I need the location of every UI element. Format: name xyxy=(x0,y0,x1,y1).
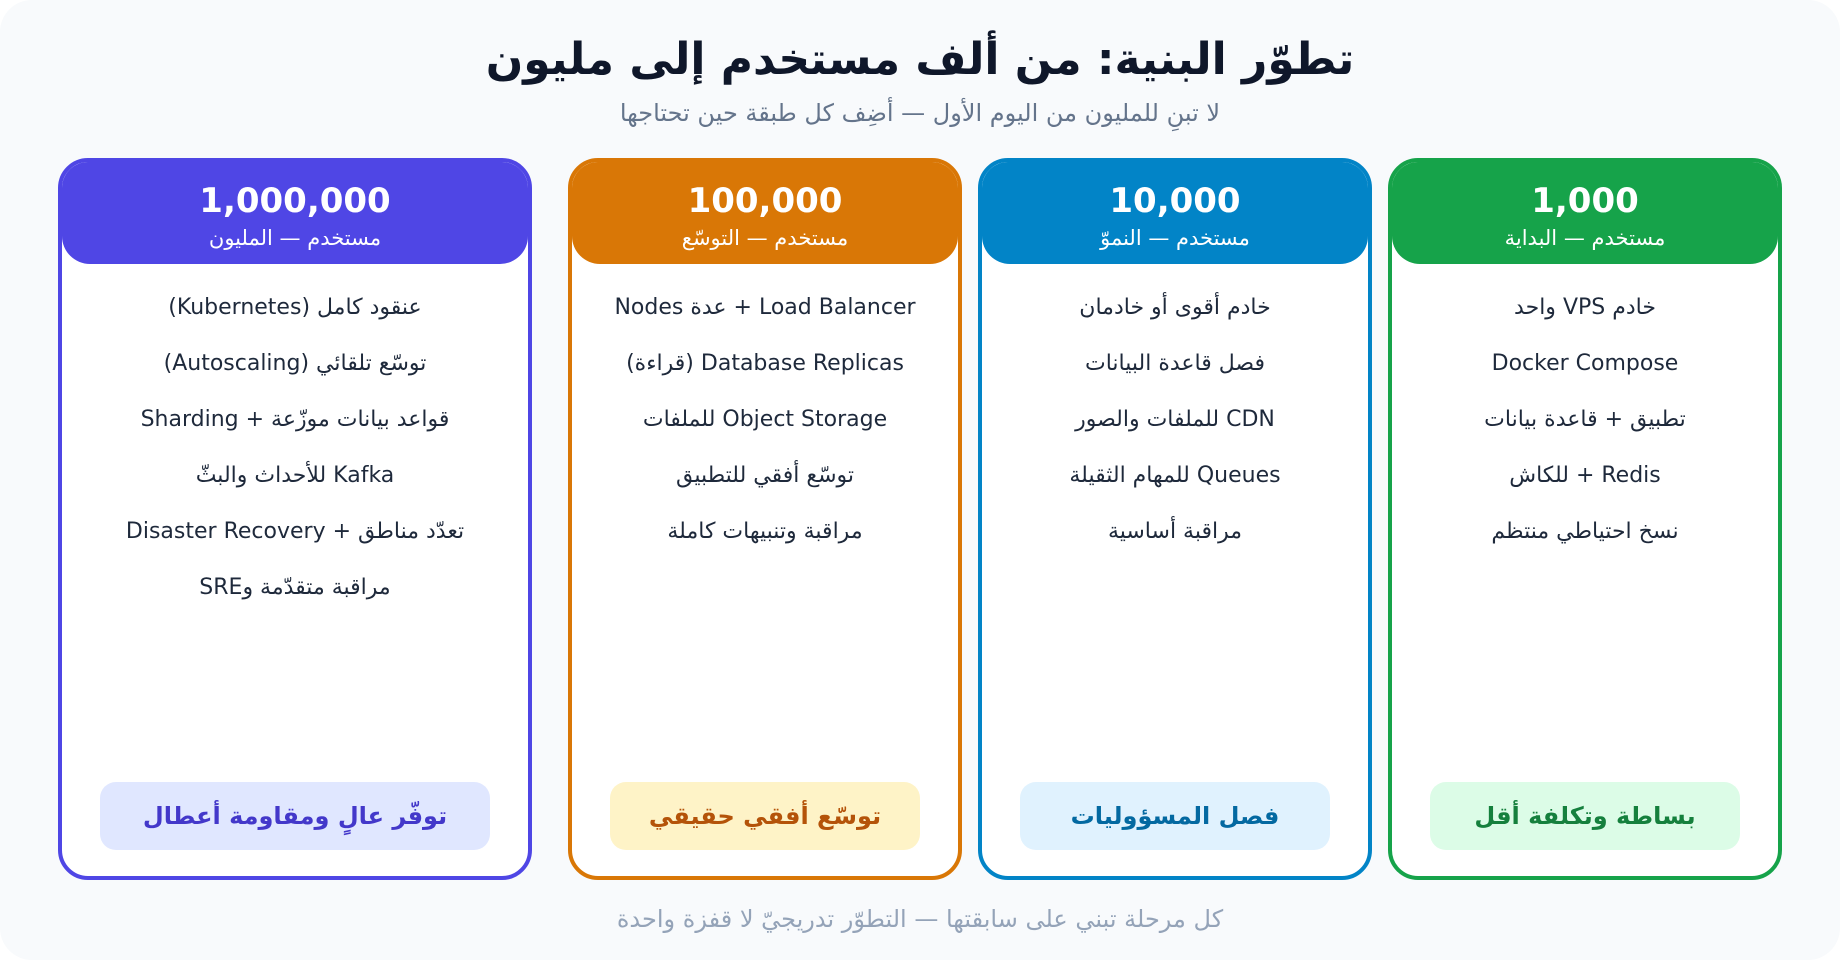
stage-item: نسخ احتياطي منتظم xyxy=(1491,519,1679,544)
stage-item: Database Replicas (قراءة) xyxy=(626,351,904,376)
stage-item: مراقبة أساسية xyxy=(1107,519,1243,544)
stage-label: مستخدم — التوسّع xyxy=(681,226,849,250)
stage-item: مراقبة متقدّمة وSRE xyxy=(199,575,391,600)
stage-item: Kafka للأحداث والبثّ xyxy=(195,463,395,488)
stage-user-count: 1,000 xyxy=(1531,181,1639,221)
diagram-footer-note: كل مرحلة تبني على سابقتها — التطوّر تدريجيّ لا قفزة واحدة xyxy=(616,905,1224,933)
stage-item: تطبيق + قاعدة بيانات xyxy=(1484,407,1686,432)
stage-header xyxy=(572,162,958,264)
stage-label: مستخدم — البداية xyxy=(1504,226,1666,250)
stage-item: فصل قاعدة البيانات xyxy=(1085,351,1265,376)
stage-label: مستخدم — المليون xyxy=(208,226,382,250)
stage-header xyxy=(982,162,1368,264)
stage-item: مراقبة وتنبيهات كاملة xyxy=(667,519,863,544)
stage-card-10000 xyxy=(978,158,1372,880)
stage-item: Object Storage للملفات xyxy=(642,407,888,432)
stage-item: توسّع أفقي للتطبيق xyxy=(675,463,854,488)
stage-item: CDN للملفات والصور xyxy=(1075,407,1275,432)
diagram-title: تطوّر البنية: من ألف مستخدم إلى مليون xyxy=(485,34,1355,85)
stage-user-count: 1,000,000 xyxy=(199,181,391,221)
stage-card-1000000 xyxy=(58,158,532,880)
stage-item: خادم VPS واحد xyxy=(1514,295,1656,320)
stage-item: قواعد بيانات موزّعة + Sharding xyxy=(140,407,450,432)
stage-item: Docker Compose xyxy=(1491,351,1679,376)
stage-card-1000 xyxy=(1388,158,1782,880)
stage-card-100000 xyxy=(568,158,962,880)
stage-item-list xyxy=(982,292,1368,572)
stage-item-list xyxy=(1392,292,1778,572)
stage-benefit-badge: توسّع أفقي حقيقي xyxy=(610,782,920,850)
stage-item-list xyxy=(62,292,528,628)
stage-benefit-badge: بساطة وتكلفة أقل xyxy=(1430,782,1740,850)
stage-item: Queues للمهام الثقيلة xyxy=(1069,463,1281,488)
stage-header xyxy=(1392,162,1778,264)
diagram-subtitle: لا تبنِ للمليون من اليوم الأول — أضِف كل طبقة حين تحتاجها xyxy=(619,99,1221,127)
stage-item-list xyxy=(572,292,958,572)
stage-item: Load Balancer + عدة Nodes xyxy=(614,295,916,320)
stage-label: مستخدم — النموّ xyxy=(1100,226,1250,250)
stage-header xyxy=(62,162,528,264)
stage-user-count: 10,000 xyxy=(1109,181,1241,221)
stage-item: توسّع تلقائي (Autoscaling) xyxy=(163,351,427,376)
stage-item: Redis + للكاش xyxy=(1509,463,1661,488)
stage-user-count: 100,000 xyxy=(687,181,843,221)
stage-benefit-badge: فصل المسؤوليات xyxy=(1020,782,1330,850)
stage-item: خادم أقوى أو خادمان xyxy=(1079,295,1271,320)
stage-item: تعدّد مناطق + Disaster Recovery xyxy=(125,519,465,544)
stage-benefit-badge: توفّر عالٍ ومقاومة أعطال xyxy=(100,782,490,850)
stage-item: عنقود كامل (Kubernetes) xyxy=(168,295,422,320)
